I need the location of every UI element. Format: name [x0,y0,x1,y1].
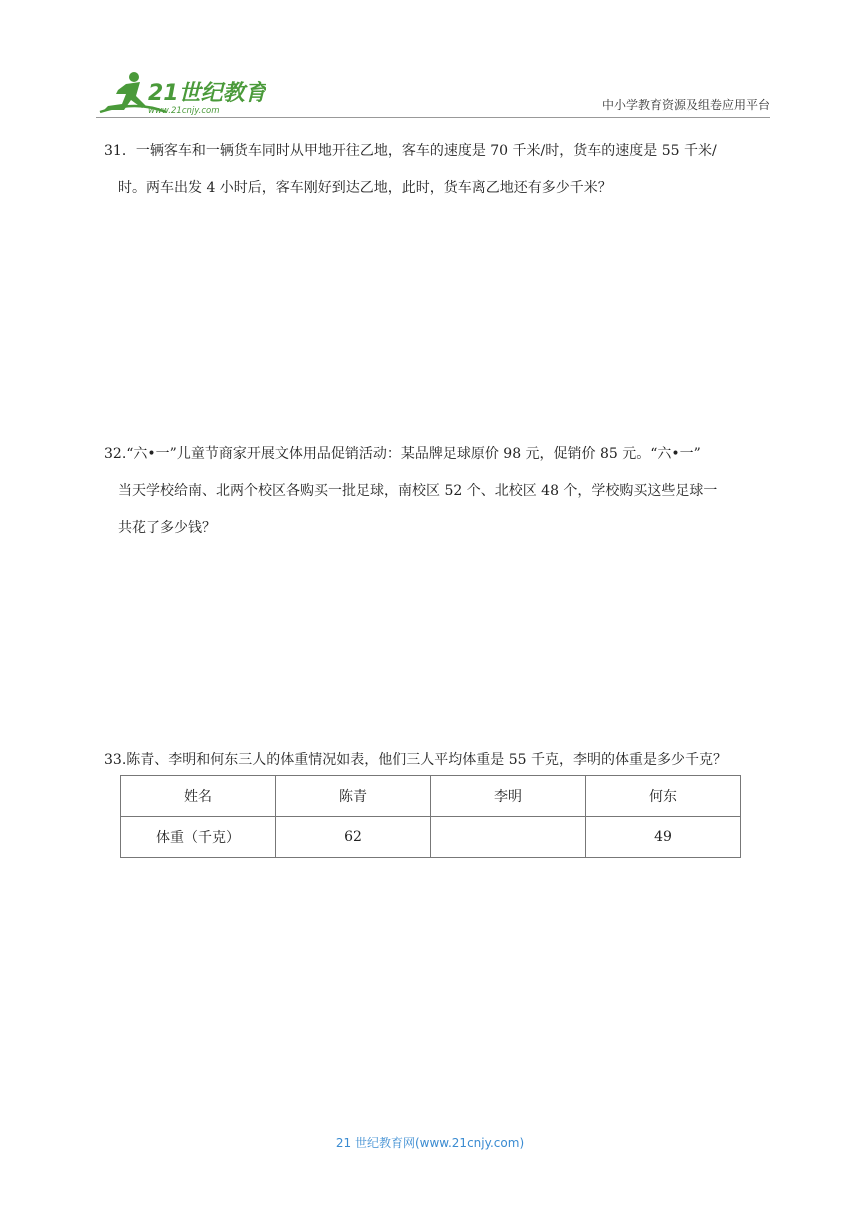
question-number: 33. [104,752,127,768]
question-number: 32. [104,446,127,462]
page-footer: 21 世纪教育网(www.21cnjy.com) [335,1136,525,1150]
logo-url: www.21cnjy.com [148,106,220,116]
question-line: 一辆客车和一辆货车同时从甲地开往乙地，客车的速度是 70 千米/时，货车的速度是 55 千米/ [135,143,717,159]
table-header-row [121,776,741,817]
site-tagline: 中小学教育资源及组卷应用平台 [601,98,770,112]
table-header-cell: 姓名 [121,776,276,817]
question-line: 陈青、李明和何东三人的体重情况如表，他们三人平均体重是 55 千克，李明的体重是多少千克？ [126,752,727,768]
question-31 [104,133,764,207]
header-divider [96,117,770,118]
table-row [121,817,741,858]
site-logo [96,70,266,118]
question-line: 时。两车出发 4 小时后，客车刚好到达乙地，此时，货车离乙地还有多少千米？ [118,180,612,196]
table-header-cell: 何东 [586,776,741,817]
table-cell: 62 [276,817,431,858]
question-line: “六•一”儿童节商家开展文体用品促销活动：某品牌足球原价 98 元，促销价 85 元。“六•一” [126,446,701,462]
table-cell: 49 [586,817,741,858]
weight-table [120,775,741,858]
question-line: 当天学校给南、北两个校区各购买一批足球，南校区 52 个、北校区 48 个，学校购买这些足球一 [118,483,718,499]
table-header-cell: 陈青 [276,776,431,817]
question-number: 31． [104,143,136,159]
question-line: 共花了多少钱？ [118,520,216,536]
table-cell [431,817,586,858]
table-header-cell: 李明 [431,776,586,817]
question-33 [104,742,764,779]
logo-text: 21世纪教育 [148,81,266,106]
table-cell: 体重（千克） [121,817,276,858]
question-32 [104,436,764,547]
